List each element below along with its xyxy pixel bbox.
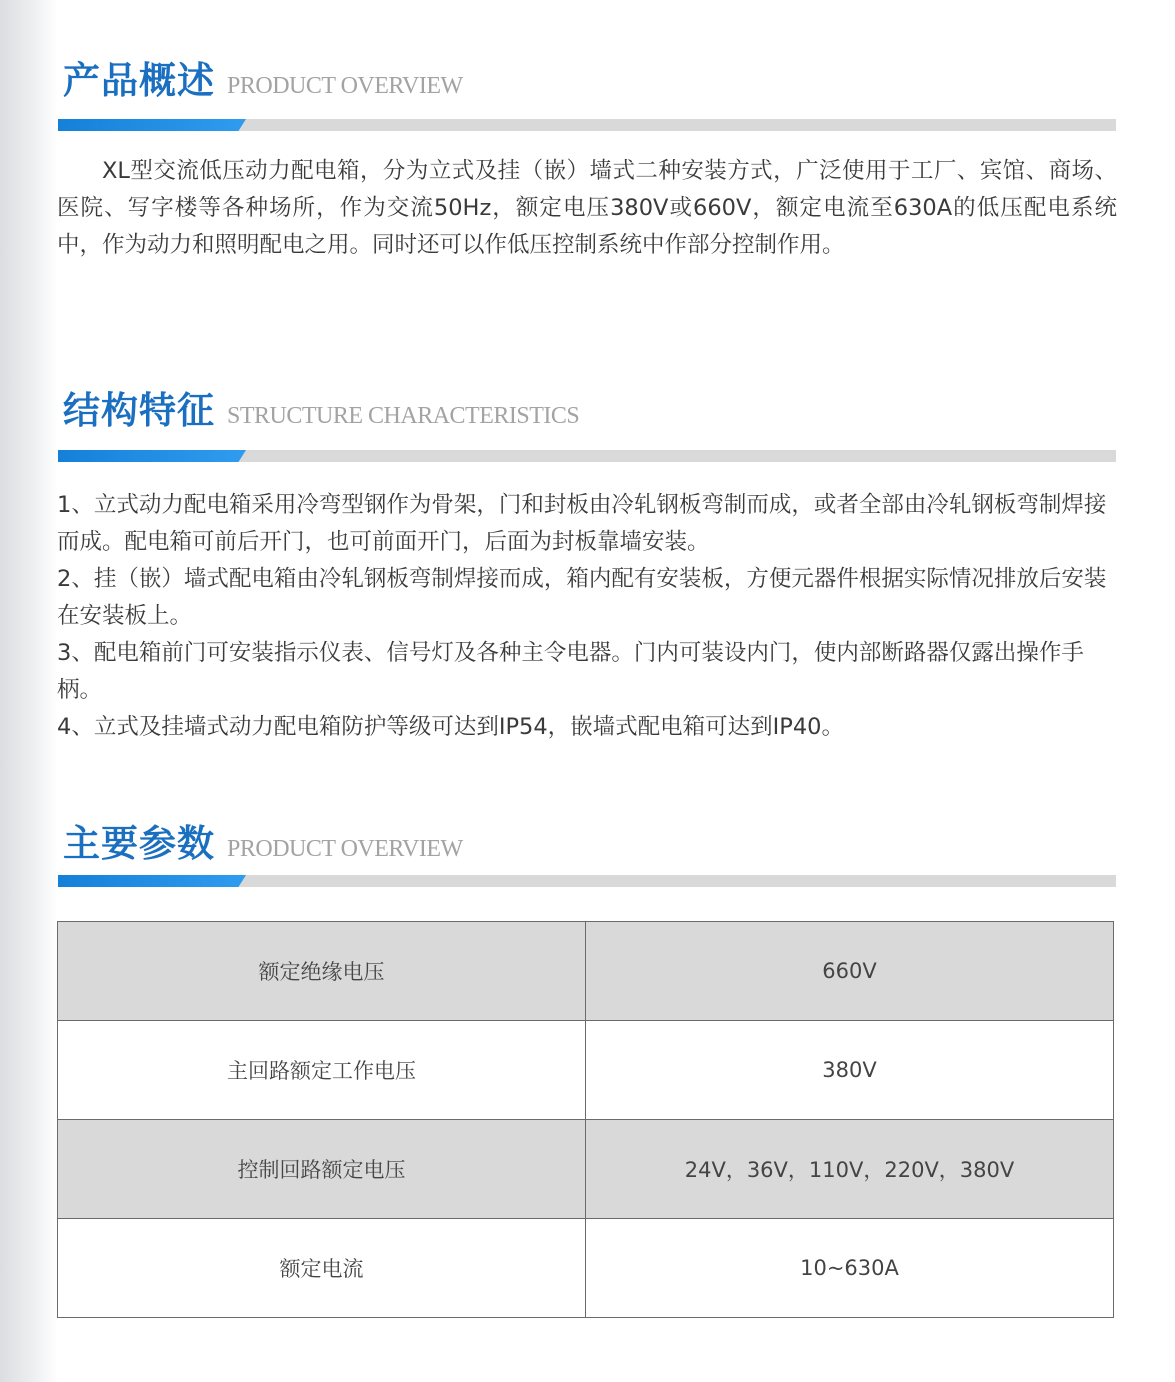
section-header-overview <box>63 50 463 104</box>
section-divider-overview <box>58 119 1116 131</box>
section-title-en: PRODUCT OVERVIEW <box>227 836 463 862</box>
param-value: 24V，36V，110V，220V，380V <box>586 1120 1114 1219</box>
table-row <box>58 1120 1114 1219</box>
divider-accent <box>58 119 246 131</box>
section-divider-params <box>58 875 1116 887</box>
divider-accent <box>58 450 246 462</box>
divider-accent <box>58 875 246 887</box>
structure-list <box>57 487 1117 746</box>
list-item: 1、立式动力配电箱采用冷弯型钢作为骨架，门和封板由冷轧钢板弯制而成，或者全部由冷轧钢板弯制焊接而成。配电箱可前后开门，也可前面开门，后面为封板靠墙安装。 <box>57 492 1107 555</box>
section-divider-structure <box>58 450 1116 462</box>
param-label: 主回路额定工作电压 <box>58 1021 586 1120</box>
param-label: 额定电流 <box>58 1219 586 1318</box>
side-gradient <box>0 0 58 1382</box>
param-value: 660V <box>586 922 1114 1021</box>
section-title-en: STRUCTURE CHARACTERISTICS <box>227 403 580 429</box>
section-title-cn: 主要参数 <box>63 822 215 865</box>
param-value: 10~630A <box>586 1219 1114 1318</box>
list-item: 2、挂（嵌）墙式配电箱由冷轧钢板弯制焊接而成，箱内配有安装板，方便元器件根据实际情况排放后安装在安装板上。 <box>57 566 1107 629</box>
section-title-cn: 结构特征 <box>63 389 215 432</box>
section-header-structure <box>63 380 579 434</box>
table-row <box>58 1219 1114 1318</box>
list-item: 3、配电箱前门可安装指示仪表、信号灯及各种主令电器。门内可装设内门，使内部断路器仅露出操作手柄。 <box>57 640 1084 703</box>
param-value: 380V <box>586 1021 1114 1120</box>
param-label: 额定绝缘电压 <box>58 922 586 1021</box>
overview-paragraph: XL型交流低压动力配电箱，分为立式及挂（嵌）墙式二种安装方式，广泛使用于工厂、宾馆、商场、医院、写字楼等各种场所，作为交流50Hz，额定电压380V或660V，额定电流至630A的低压配电系统中，作为动力和照明配电之用。同时还可以作低压控制系统中作部分控制作用。 <box>57 158 1117 258</box>
section-header-params <box>63 813 463 867</box>
params-table <box>57 921 1114 1318</box>
table-row <box>58 1021 1114 1120</box>
list-item: 4、立式及挂墙式动力配电箱防护等级可达到IP54，嵌墙式配电箱可达到IP40。 <box>57 714 844 740</box>
table-row <box>58 922 1114 1021</box>
section-title-cn: 产品概述 <box>63 59 215 102</box>
param-label: 控制回路额定电压 <box>58 1120 586 1219</box>
section-title-en: PRODUCT OVERVIEW <box>227 73 463 99</box>
